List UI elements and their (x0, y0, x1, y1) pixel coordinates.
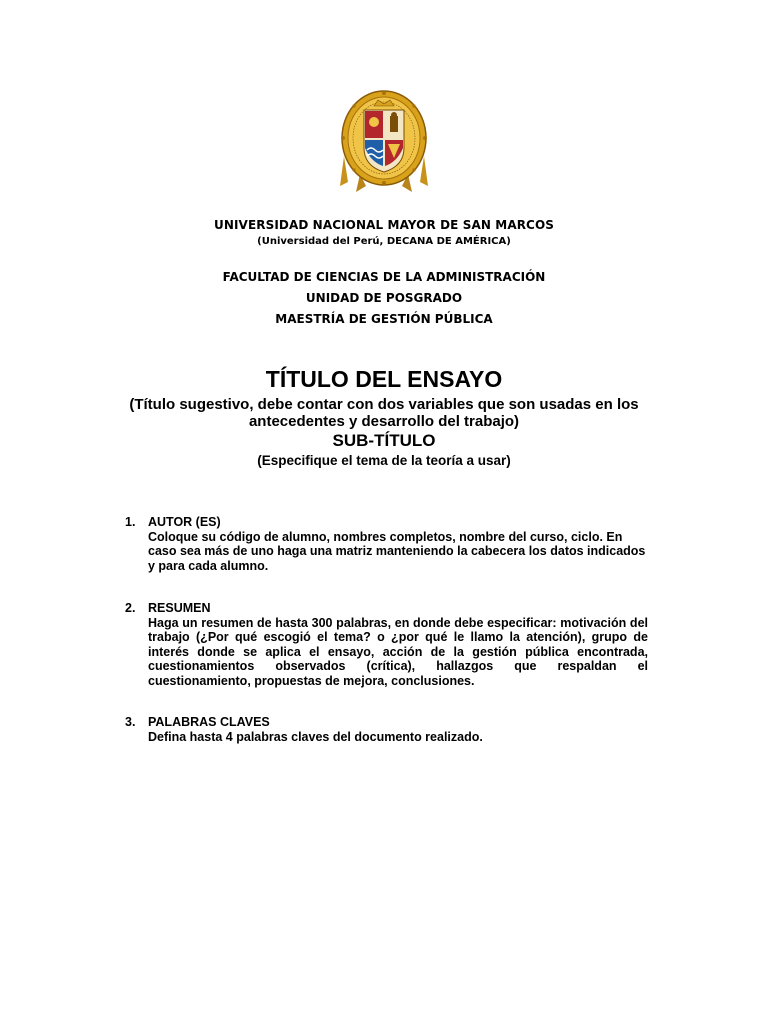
university-name: UNIVERSIDAD NACIONAL MAYOR DE SAN MARCOS (214, 218, 554, 232)
section-keywords (125, 715, 648, 744)
essay-title-note-line2: antecedentes y desarrollo del trabajo) (248, 413, 520, 430)
program-name: MAESTRÍA DE GESTIÓN PÚBLICA (275, 312, 493, 326)
section-number: 3. (125, 715, 136, 729)
section-body: Haga un resumen de hasta 300 palabras, en donde debe especificar: motivación del trabajo (¿Por qué escogió el tema? o ¿por qué le llamo la atención), grupo de interés donde se aplica el ensayo, acción de la gestión pública encontrada, cuestionamientos observados (crítica), hallazgos que respaldan el cuestionamiento, propuestas de mejora, conclusiones. (148, 615, 648, 688)
section-heading-row (125, 515, 648, 530)
faculty-name: FACULTAD DE CIENCIAS DE LA ADMINISTRACIÓN (222, 270, 546, 284)
essay-subtitle: SUB-TÍTULO (332, 431, 436, 450)
section-body: Coloque su código de alumno, nombres completos, nombre del curso, ciclo. En caso sea más de uno haga una matriz manteniendo la cabecera los datos indicados y para cada alumno. (148, 529, 646, 573)
section-heading-row (125, 715, 648, 730)
university-subtitle: (Universidad del Perú, DECANA DE AMÉRICA) (257, 236, 511, 247)
section-heading-row (125, 601, 648, 616)
section-heading: AUTOR (ES) (148, 515, 221, 529)
section-summary (125, 601, 648, 688)
section-body: Defina hasta 4 palabras claves del documento realizado. (148, 729, 483, 744)
section-heading: PALABRAS CLAVES (148, 715, 270, 729)
essay-subtitle-note: (Especifique el tema de la teoría a usar) (257, 453, 511, 468)
university-seal-icon (338, 86, 430, 194)
essay-title: TÍTULO DEL ENSAYO (265, 366, 503, 392)
section-author (125, 515, 648, 573)
section-number: 1. (125, 515, 136, 529)
section-heading: RESUMEN (148, 601, 211, 615)
unit-name: UNIDAD DE POSGRADO (305, 291, 463, 305)
essay-title-note-line1: (Título sugestivo, debe contar con dos variables que son usadas en los (129, 396, 639, 413)
essay-title-note (0, 396, 768, 430)
section-number: 2. (125, 601, 136, 615)
